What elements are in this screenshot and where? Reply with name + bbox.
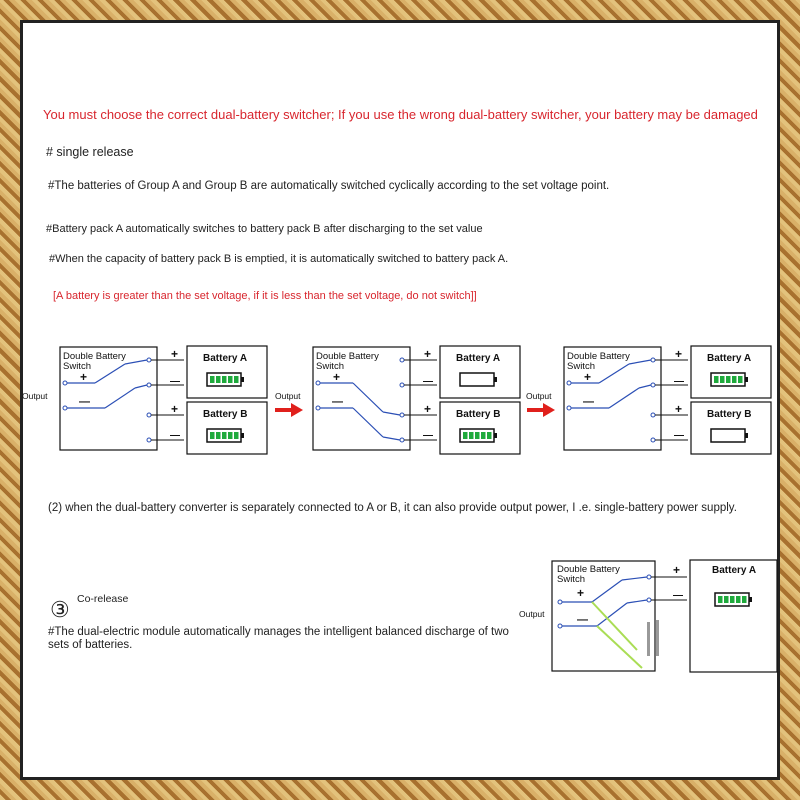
battery-a-box-label: Battery A <box>456 353 501 364</box>
switch-label-line1: Double Battery <box>316 351 379 362</box>
output-terminal-plus <box>63 381 67 385</box>
battery-a-box-label: Battery A <box>707 353 752 364</box>
battery-a-box-icon-cell <box>726 376 731 383</box>
battery-b-minus: — <box>674 430 684 441</box>
co-terminal <box>647 598 651 602</box>
switch-terminal <box>400 438 404 442</box>
battery-b-minus: — <box>170 430 180 441</box>
battery-a-box-icon-terminal <box>745 377 748 382</box>
switch-terminal <box>147 438 151 442</box>
battery-a-box-icon-cell <box>222 376 227 383</box>
single-battery-supply-text: (2) when the dual-battery converter is separately connected to A or B, it can also provide output power, I .e. single-battery power supply. <box>48 502 737 514</box>
battery-b-plus: + <box>424 402 432 416</box>
battery-b-box-label: Battery B <box>456 409 501 420</box>
co-battery-a-icon-cell <box>718 596 723 603</box>
co-switch-plus: + <box>577 586 585 600</box>
switch-terminal <box>651 383 655 387</box>
switch-terminal <box>651 413 655 417</box>
battery-b-box-icon-cell <box>475 432 480 439</box>
switch-terminal <box>651 438 655 442</box>
output-label: Output <box>275 391 301 401</box>
switch-terminal <box>651 358 655 362</box>
battery-a-box-icon-terminal <box>494 377 497 382</box>
co-battery-a-icon-cell <box>742 596 747 603</box>
co-faded-bar <box>647 622 650 656</box>
switch-label-line2: Switch <box>567 361 595 372</box>
battery-b-box-label: Battery B <box>203 409 248 420</box>
battery-a-minus: — <box>170 376 180 387</box>
single-release-heading: # single release <box>46 145 134 159</box>
description-cyclic-switch: #The batteries of Group A and Group B are automatically switched cyclically according to the set voltage point. <box>48 180 610 192</box>
co-battery-plus: + <box>673 563 681 577</box>
battery-b-box-label: Battery B <box>707 409 752 420</box>
battery-a-minus: — <box>423 376 433 387</box>
output-label: Output <box>22 391 48 401</box>
battery-b-box-icon-terminal <box>494 433 497 438</box>
battery-b-box-icon-cell <box>234 432 239 439</box>
co-output-label: Output <box>519 609 545 619</box>
switch-label-line2: Switch <box>63 361 91 372</box>
co-switch-label-line2: Switch <box>557 574 585 585</box>
battery-b-box-icon-cell <box>469 432 474 439</box>
battery-a-box-icon-cell <box>216 376 221 383</box>
switch-plus-sign: + <box>333 370 341 384</box>
battery-a-plus: + <box>171 347 179 361</box>
co-switch-minus: — <box>577 614 588 626</box>
co-release-description-line2: sets of batteries. <box>48 639 133 651</box>
battery-a-box-icon-terminal <box>241 377 244 382</box>
co-terminal <box>647 575 651 579</box>
battery-b-box-icon-cell <box>481 432 486 439</box>
co-release-description-line1: #The dual-electric module automatically manages the intelligent balanced discharge of two <box>48 626 509 638</box>
co-battery-a-icon-cell <box>724 596 729 603</box>
battery-a-plus: + <box>675 347 683 361</box>
battery-a-plus: + <box>424 347 432 361</box>
switch-minus-sign: — <box>332 396 343 408</box>
co-battery-a-icon-cell <box>730 596 735 603</box>
co-switch-label-line1: Double Battery <box>557 564 620 575</box>
switch-label-line2: Switch <box>316 361 344 372</box>
co-output-terminal-plus <box>558 600 562 604</box>
battery-b-box-icon-cell <box>216 432 221 439</box>
battery-b-box-icon-terminal <box>745 433 748 438</box>
output-terminal-plus <box>316 381 320 385</box>
red-arrow-head <box>291 403 303 417</box>
battery-a-box-icon-cell <box>228 376 233 383</box>
battery-a-box-icon-cell <box>738 376 743 383</box>
battery-a-box-icon <box>460 373 494 386</box>
switch-plus-sign: + <box>584 370 592 384</box>
battery-b-box-icon-cell <box>210 432 215 439</box>
output-terminal-minus <box>567 406 571 410</box>
battery-a-box-icon-cell <box>720 376 725 383</box>
switch-terminal <box>400 413 404 417</box>
description-pack-a-to-b: #Battery pack A automatically switches to battery pack B after discharging to the set value <box>46 223 483 235</box>
co-release-number: ③ <box>50 597 70 622</box>
switch-minus-sign: — <box>79 396 90 408</box>
battery-a-box-icon-cell <box>210 376 215 383</box>
co-faded-bar <box>656 620 659 656</box>
battery-b-box-icon-cell <box>222 432 227 439</box>
output-terminal-minus <box>316 406 320 410</box>
co-battery-a-label: Battery A <box>712 565 757 576</box>
battery-a-box-label: Battery A <box>203 353 248 364</box>
switch-terminal <box>400 383 404 387</box>
co-battery-a-box <box>690 560 777 672</box>
switch-terminal <box>147 383 151 387</box>
co-battery-a-icon-cell <box>736 596 741 603</box>
battery-b-box-icon-cell <box>463 432 468 439</box>
output-terminal-minus <box>63 406 67 410</box>
switch-terminal <box>147 358 151 362</box>
co-output-terminal-minus <box>558 624 562 628</box>
description-pack-b-to-a: #When the capacity of battery pack B is emptied, it is automatically switched to battery pack A. <box>49 253 509 265</box>
switch-label-line1: Double Battery <box>63 351 126 362</box>
switch-plus-sign: + <box>80 370 88 384</box>
battery-b-box-icon-cell <box>228 432 233 439</box>
output-terminal-plus <box>567 381 571 385</box>
output-label: Output <box>526 391 552 401</box>
switch-terminal <box>400 358 404 362</box>
battery-b-box-icon-cell <box>487 432 492 439</box>
switch-label-line1: Double Battery <box>567 351 630 362</box>
battery-b-plus: + <box>171 402 179 416</box>
battery-b-box-icon-terminal <box>241 433 244 438</box>
battery-b-minus: — <box>423 430 433 441</box>
battery-b-box-icon <box>711 429 745 442</box>
battery-a-box-icon-cell <box>732 376 737 383</box>
battery-a-minus: — <box>674 376 684 387</box>
battery-b-plus: + <box>675 402 683 416</box>
switch-terminal <box>147 413 151 417</box>
battery-a-box-icon-cell <box>714 376 719 383</box>
warning-text: You must choose the correct dual-battery switcher; If you use the wrong dual-battery switcher, your battery may be damaged <box>43 107 758 122</box>
voltage-note: [A battery is greater than the set voltage, if it is less than the set voltage, do not switch]] <box>53 290 477 302</box>
red-arrow-head <box>543 403 555 417</box>
switch-minus-sign: — <box>583 396 594 408</box>
battery-a-box-icon-cell <box>234 376 239 383</box>
co-battery-minus: — <box>673 590 683 601</box>
co-battery-a-icon-terminal <box>749 597 752 602</box>
co-release-label: Co-release <box>77 593 129 605</box>
